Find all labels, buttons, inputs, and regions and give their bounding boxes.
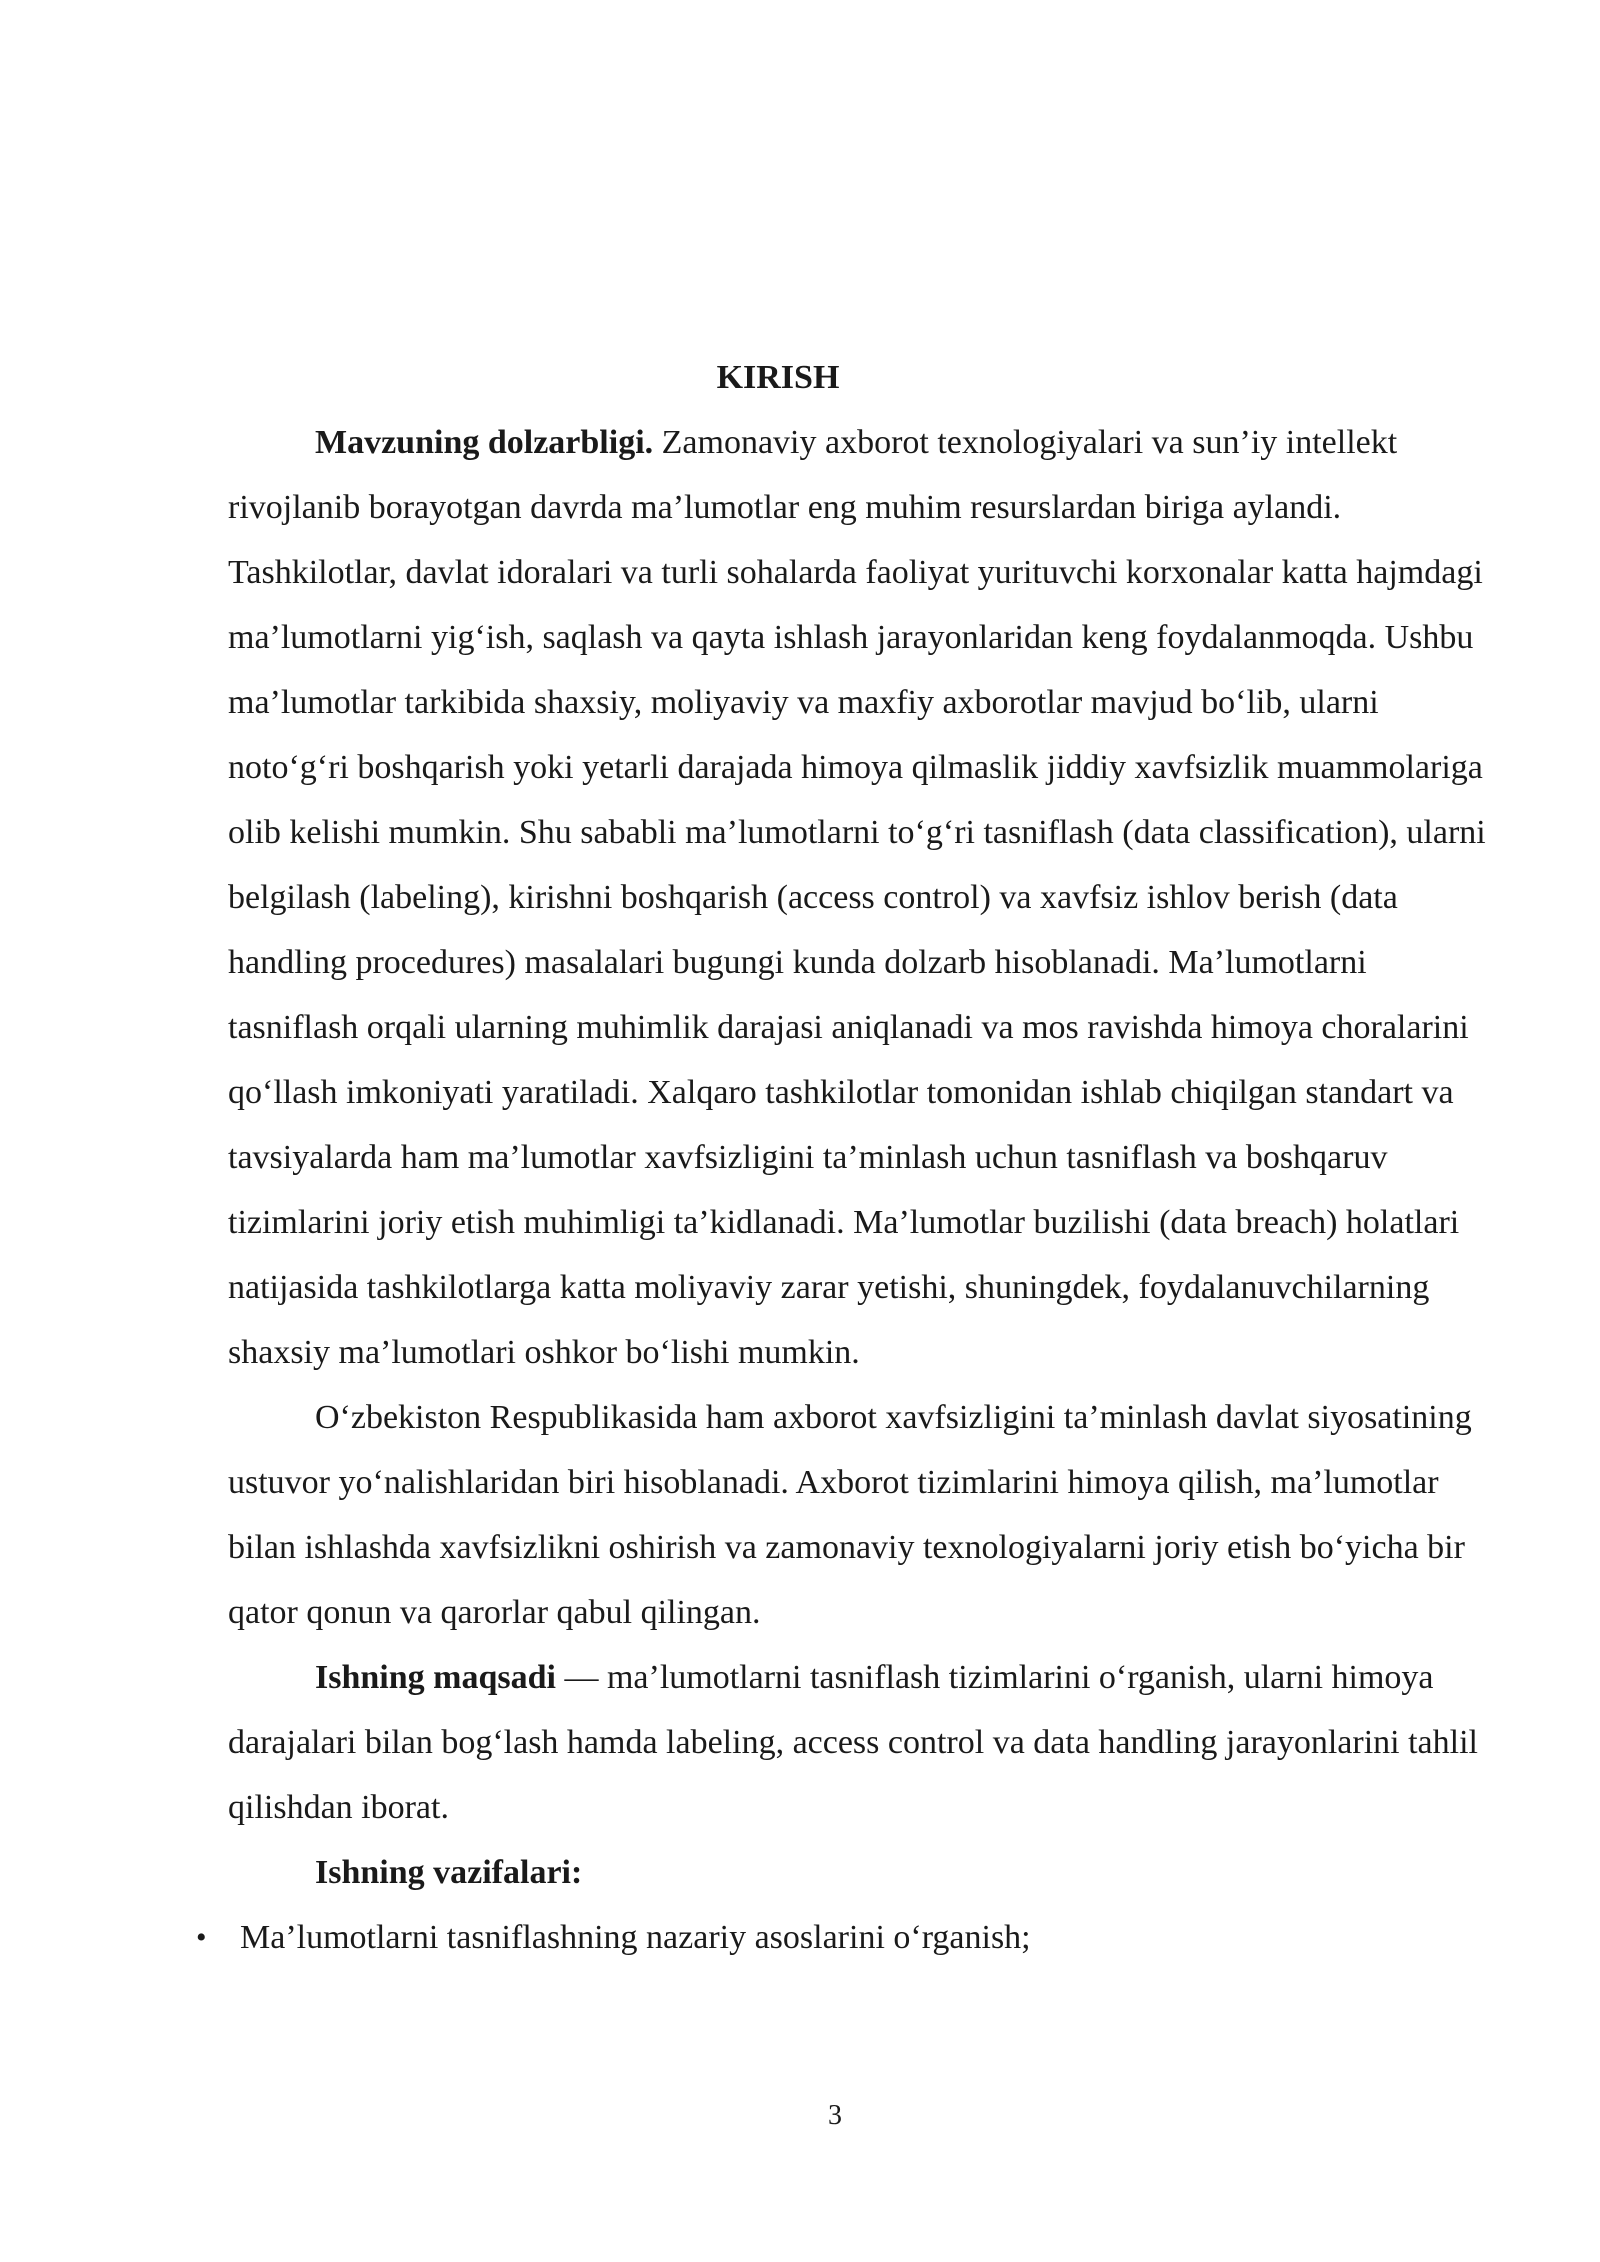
goal-text: — ma’lumotlarni tasniflash tizimlarini o‘rganish, ularni himoya darajalari bilan bog‘lash hamda labeling, access control va data handling jarayonlarini tahlil qilishdan iborat. <box>228 1659 1478 1826</box>
tasks-heading: Ishning vazifalari: <box>315 1854 583 1891</box>
task-text: Ma’lumotlarni tasniflashning nazariy asoslarini o‘rganish; <box>240 1919 1031 1956</box>
relevance-text: Zamonaviy axborot texnologiyalari va sun’iy intellekt rivojlanib borayotgan davrda ma’lumotlar eng muhim resurslardan biriga aylandi. Tashkilotlar, davlat idoralari va turli sohalarda faoliyat yurituvchi korxonalar katta hajmdagi ma’lumotlarni yig‘ish, saqlash va qayta ishlash jarayonlaridan keng foydalanmoqda. Ushbu ma’lumotlar tarkibida shaxsiy, moliyaviy va maxfiy axborotlar mavjud bo‘lib, ularni noto‘g‘ri boshqarish yoki yetarli darajada himoya qilmaslik jiddiy xavfsizlik muammolariga olib kelishi mumkin. Shu sababli ma’lumotlarni to‘g‘ri tasniflash (data classification), ularni belgilash (labeling), kirishni boshqarish (access control) va xavfsiz ishlov berish (data handling procedures) masalalari bugungi kunda dolzarb hisoblanadi. Ma’lumotlarni tasniflash orqali ularning muhimlik darajasi aniqlanadi va mos ravishda himoya choralarini qo‘llash imkoniyati yaratiladi. Xalqaro tashkilotlar tomonidan ishlab chiqilgan standart va tavsiyalarda ham ma’lumotlar xavfsizligini ta’minlash uchun tasniflash va boshqaruv tizimlarini joriy etish muhimligi ta’kidlanadi. Ma’lumotlar buzilishi (data breach) holatlari natijasida tashkilotlarga katta moliyaviy zarar yetishi, shuningdek, foydalanuvchilarning shaxsiy ma’lumotlari oshkor bo‘lishi mumkin. <box>228 424 1486 1371</box>
goal-label: Ishning maqsadi <box>315 1659 556 1696</box>
bullet-icon: • <box>196 1921 207 1954</box>
goal-paragraph <box>228 1645 1488 1840</box>
page-number: 3 <box>828 2100 842 2131</box>
tasks-list <box>196 1905 1488 1970</box>
relevance-paragraph <box>228 410 1488 1385</box>
section-heading: KIRISH <box>716 359 840 396</box>
list-item <box>144 1905 1488 1970</box>
page-content <box>196 345 1488 1970</box>
uzbekistan-paragraph: O‘zbekiston Respublikasida ham axborot xavfsizligini ta’minlash davlat siyosatining ustuvor yo‘nalishlaridan biri hisoblanadi. Axborot tizimlarini himoya qilish, ma’lumotlar bilan ishlashda xavfsizlikni oshirish va zamonaviy texnologiyalarni joriy etish bo‘yicha bir qator qonun va qarorlar qabul qilingan. <box>228 1399 1472 1631</box>
relevance-label: Mavzuning dolzarbligi. <box>315 424 654 461</box>
